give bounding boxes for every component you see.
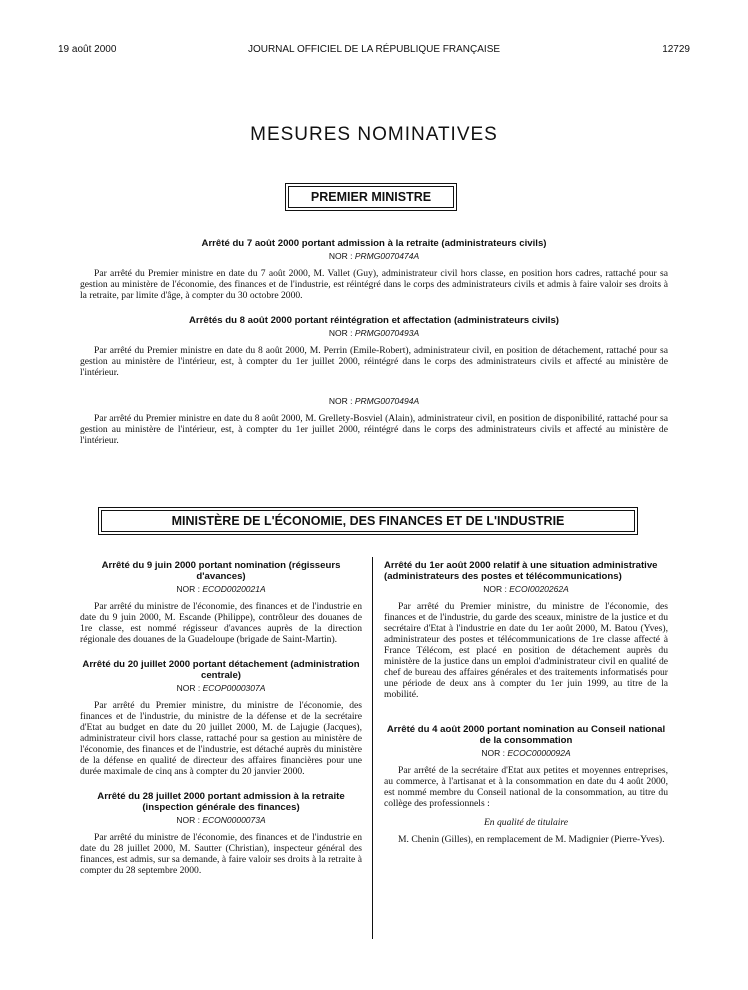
page-title: MESURES NOMINATIVES: [250, 124, 498, 145]
article-heading: Arrêté du 20 juillet 2000 portant détachement (administration centrale): [82, 659, 360, 681]
article-heading: Arrêtés du 8 août 2000 portant réintégration et affectation (administrateurs civils): [189, 315, 559, 326]
section-premier-ministre: [80, 238, 668, 446]
article-heading: Arrêté du 4 août 2000 portant nomination au Conseil national de la consommation: [386, 724, 666, 746]
article-text: Par arrêté du Premier ministre en date du 8 août 2000, M. Grellety-Bosviel (Alain), administrateur civil, en position de disponibilité, rattaché pour sa gestion au ministère de l'intérieur, est, à compter du 1er juillet 2000, réintégré dans le corps des administrateurs civils et affecté au ministère de l'intérieur.: [80, 413, 668, 446]
article-text: Par arrêté du Premier ministre en date du 7 août 2000, M. Vallet (Guy), administrateur civil hors classe, en position hors cadres, rattaché pour sa gestion au ministère de l'économie, des finances et de l'industrie, est réintégré dans le corps des administrateurs civils et admis à faire valoir ses droits à la retraite, par limite d'âge, à compter du 30 octobre 2000.: [80, 268, 668, 301]
article-text: Par arrêté du Premier ministre, du ministre de l'économie, des finances et de l'industrie, du garde des sceaux, ministre de la justice et du secrétaire d'Etat à l'industrie en date du 1er août 2000, M. Batou (Yves), administrateur des postes et télécommunications de 1re classe affecté à France Télécom, est placé en position de détachement auprès du ministère de la justice dans un emploi d'administrateur civil en qualité de chef de bureau des affaires générales et des traitements informatisés pour une période de deux ans à compter du 1er juin 1999, au titre de la mobilité.: [384, 601, 668, 700]
section-box-ministere: [98, 507, 638, 535]
nor-reference: NOR : PRMG0070493A: [328, 328, 420, 338]
article-heading: Arrêté du 28 juillet 2000 portant admission à la retraite (inspection générale des finances): [97, 791, 345, 813]
section-box-premier-ministre: [285, 183, 457, 211]
column-divider: [372, 557, 373, 939]
nor-reference: NOR : ECOI0020262A: [483, 584, 569, 594]
article-text: Par arrêté du ministre de l'économie, des finances et de l'industrie en date du 28 juillet 2000, M. Sautter (Christian), inspecteur général des finances, est admis, sur sa demande, à faire valoir ses droits à la retraite à compter du 28 septembre 2000.: [80, 832, 362, 876]
nor-reference: NOR : ECOP0000307A: [176, 683, 266, 693]
nor-reference: NOR : PRMG0070494A: [328, 396, 420, 406]
nor-reference: NOR : PRMG0070474A: [328, 251, 420, 261]
section-title: PREMIER MINISTRE: [310, 190, 432, 204]
right-column: [384, 560, 668, 845]
article-text: M. Chenin (Gilles), en remplacement de M. Madignier (Pierre-Yves).: [398, 834, 665, 845]
article-text: Par arrêté de la secrétaire d'Etat aux petites et moyennes entreprises, au commerce, à l'artisanat et à la consommation en date du 4 août 2000, est nommé membre du Conseil national de la consommation, au titre du collège des professionnels :: [384, 765, 668, 809]
nor-reference: NOR : ECON0000073A: [176, 815, 266, 825]
page-number: 12729: [662, 44, 690, 55]
journal-title: JOURNAL OFFICIEL DE LA RÉPUBLIQUE FRANÇAISE: [247, 44, 501, 55]
article-heading: Arrêté du 9 juin 2000 portant nomination (régisseurs d'avances): [101, 560, 341, 582]
left-column: [80, 560, 362, 876]
article-heading: Arrêté du 7 août 2000 portant admission à la retraite (administrateurs civils): [201, 238, 547, 249]
article-text: Par arrêté du Premier ministre, du ministre de l'économie, des finances et de l'industrie, du ministre de la défense et de la secrétaire d'Etat au budget en date du 20 juillet 2000, M. de Lajugie (Jacques), administrateur civil hors classe, rattaché pour sa gestion au ministère de l'économie, des finances et de l'industrie, est détaché auprès du ministère de la défense en qualité de directeur des affaires financières pour une durée maximale de cinq ans à compter du 20 janvier 2000.: [80, 700, 362, 777]
article-subheading: En qualité de titulaire: [483, 817, 569, 828]
nor-reference: NOR : ECOC0000092A: [481, 748, 571, 758]
article-text: Par arrêté du Premier ministre en date du 8 août 2000, M. Perrin (Emile-Robert), administrateur civil, en position de détachement, rattaché pour sa gestion au ministère de l'intérieur, est, à compter du 1er juillet 2000, réintégré dans le corps des administrateurs civils et affecté au ministère de l'intérieur.: [80, 345, 668, 378]
nor-reference: NOR : ECOD0020021A: [176, 584, 266, 594]
section-title: MINISTÈRE DE L'ÉCONOMIE, DES FINANCES ET DE L'INDUSTRIE: [171, 514, 565, 528]
issue-date: 19 août 2000: [58, 44, 117, 55]
article-heading: Arrêté du 1er août 2000 relatif à une situation administrative (administrateurs des postes et télécommunications): [384, 560, 658, 582]
article-text: Par arrêté du ministre de l'économie, des finances et de l'industrie en date du 9 juin 2000, M. Escande (Philippe), contrôleur des douanes de 1re classe, est nommé régisseur d'avances auprès de la direction régionale des douanes de la Guadeloupe (brigade de Saint-Martin).: [80, 601, 362, 645]
